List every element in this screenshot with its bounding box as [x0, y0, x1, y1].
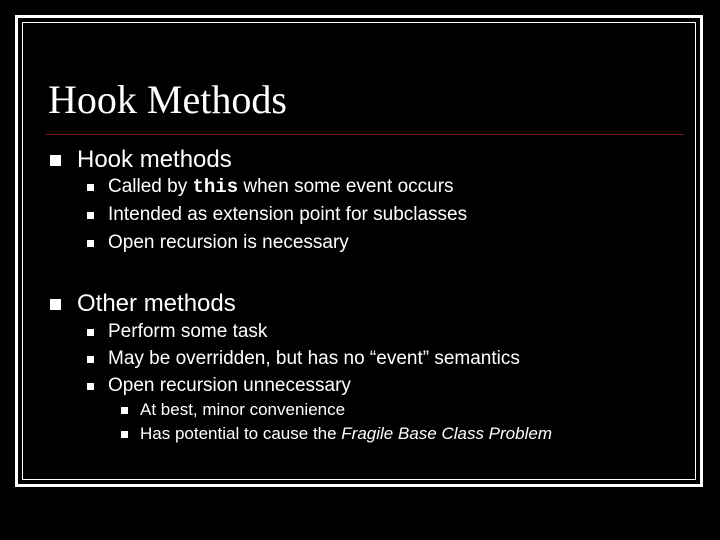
bullet-square-icon	[121, 407, 128, 414]
bullet-hook-methods	[77, 145, 232, 175]
sub-bullet-text: May be overridden, but has no “event” semantics	[108, 348, 520, 369]
code-keyword: this	[192, 176, 239, 198]
bullet-square-icon	[87, 184, 94, 191]
bullet-square-icon	[50, 155, 61, 166]
bullet-square-icon	[50, 299, 61, 310]
sub-bullet-text: when some event occurs	[238, 176, 454, 197]
sub-sub-bullet-text: Has potential to cause the	[140, 424, 342, 443]
sub-bullet-perform-task	[108, 318, 267, 346]
bullet-label: Other methods	[77, 290, 236, 317]
bullet-square-icon	[87, 240, 94, 247]
bullet-label: Hook methods	[77, 146, 232, 173]
emphasis-text: Fragile Base Class Problem	[341, 424, 552, 443]
bullet-square-icon	[87, 383, 94, 390]
sub-bullet-overridden	[108, 345, 520, 373]
slide-title: Hook Methods	[48, 77, 287, 122]
sub-bullet-text: Open recursion is necessary	[108, 232, 349, 253]
sub-bullet-text: Open recursion unnecessary	[108, 375, 351, 396]
bullet-square-icon	[121, 431, 128, 438]
sub-bullet-called-by	[108, 173, 454, 201]
sub-bullet-extension-point	[108, 201, 467, 229]
bullet-square-icon	[87, 356, 94, 363]
sub-bullet-open-recursion-unnecessary	[108, 372, 351, 400]
bullet-square-icon	[87, 329, 94, 336]
sub-bullet-text: Perform some task	[108, 321, 268, 342]
sub-sub-bullet-fragile-base-class	[140, 422, 552, 446]
sub-bullet-open-recursion-necessary	[108, 229, 349, 257]
title-divider	[46, 134, 684, 135]
sub-bullet-text: Intended as extension point for subclasses	[108, 204, 468, 225]
sub-sub-bullet-text: At best, minor convenience	[140, 400, 346, 419]
bullet-other-methods	[77, 289, 236, 319]
bullet-square-icon	[87, 212, 94, 219]
sub-sub-bullet-convenience	[140, 398, 345, 422]
sub-bullet-text: Called by	[108, 176, 193, 197]
